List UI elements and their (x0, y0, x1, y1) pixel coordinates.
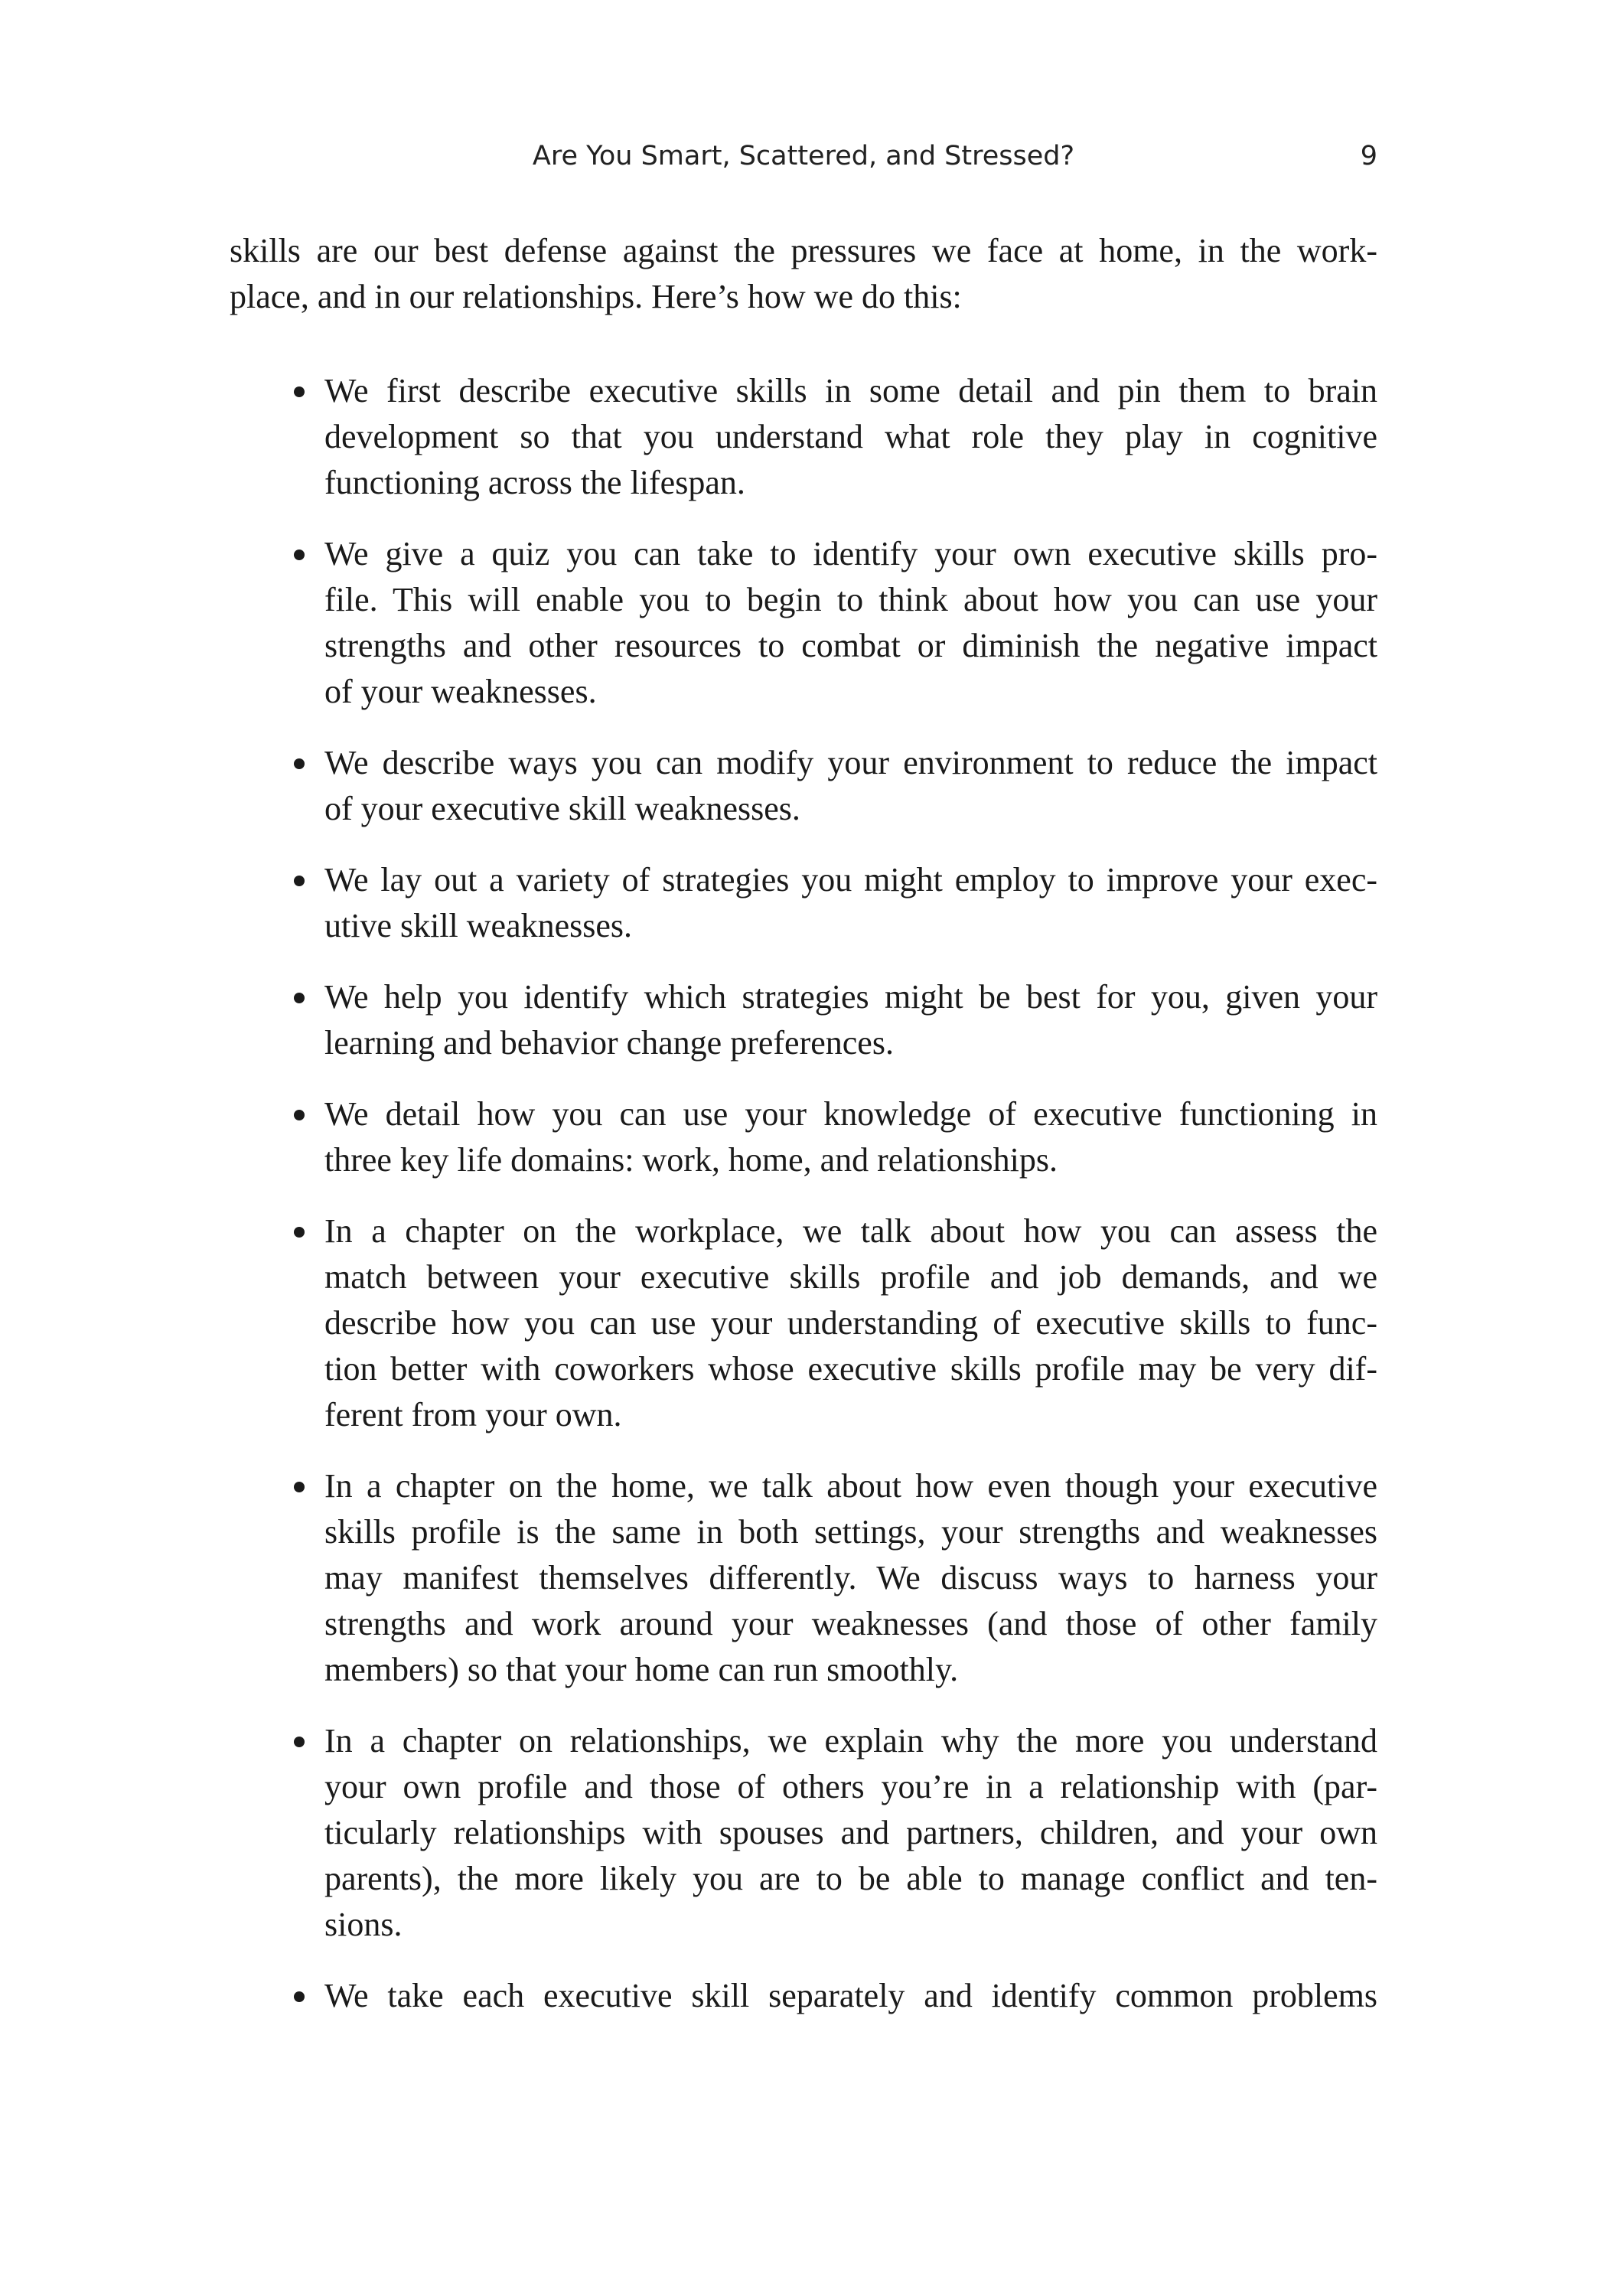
text-line: development so that you understand what role they play in cognitive (324, 418, 1377, 455)
bullet-item (230, 1718, 1377, 1948)
text-line: place, and in our relationships. Here’s how we do this: (230, 278, 962, 315)
text-line: In a chapter on relationships, we explain why the more you understand (324, 1722, 1377, 1760)
bullet-dot-icon (294, 386, 305, 397)
bullet-dot-icon (294, 550, 305, 560)
text-line: utive skill weaknesses. (324, 907, 633, 944)
bullet-dot-icon (294, 993, 305, 1003)
text-line: tion better with coworkers whose executive skills profile may be very dif- (324, 1350, 1377, 1388)
text-line: We detail how you can use your knowledge of executive functioning in (324, 1095, 1377, 1133)
text-line: In a chapter on the workplace, we talk about how you can assess the (324, 1212, 1377, 1250)
text-line: We lay out a variety of strategies you might employ to improve your exec- (324, 861, 1377, 899)
text-line: ferent from your own. (324, 1396, 622, 1433)
text-line: strengths and other resources to combat or diminish the negative impact (324, 627, 1377, 664)
bullet-item (230, 1463, 1377, 1693)
text-line: file. This will enable you to begin to think about how you can use your (324, 581, 1377, 618)
bullet-item (230, 974, 1377, 1066)
page-number: 9 (1360, 141, 1377, 171)
bullet-list (230, 368, 1377, 2044)
bullet-dot-icon (294, 1482, 305, 1492)
text-line: functioning across the lifespan. (324, 464, 745, 501)
text-line: In a chapter on the home, we talk about how even though your executive (324, 1467, 1377, 1505)
bullet-item (230, 740, 1377, 832)
text-line: We describe ways you can modify your environment to reduce the impact (324, 744, 1377, 781)
text-line: We help you identify which strategies might be best for you, given your (324, 978, 1377, 1016)
text-line: sions. (324, 1906, 403, 1943)
text-line: We first describe executive skills in some detail and pin them to brain (324, 372, 1377, 409)
text-line: skills profile is the same in both settings, your strengths and weaknesses (324, 1513, 1377, 1551)
bullet-dot-icon (294, 758, 305, 769)
text-line: ticularly relationships with spouses and partners, children, and your own (324, 1814, 1377, 1851)
text-line: describe how you can use your understanding of executive skills to func- (324, 1304, 1377, 1342)
text-line: parents), the more likely you are to be able to manage conflict and ten- (324, 1860, 1377, 1897)
bullet-item (230, 857, 1377, 949)
running-head (230, 133, 1377, 179)
text-line: three key life domains: work, home, and relationships. (324, 1141, 1058, 1179)
text-line: strengths and work around your weaknesses (and those of other family (324, 1605, 1377, 1642)
text-line: of your executive skill weaknesses. (324, 790, 800, 827)
bullet-item (230, 1208, 1377, 1438)
text-line: learning and behavior change preferences. (324, 1024, 894, 1062)
bullet-dot-icon (294, 1991, 305, 2002)
intro-paragraph (230, 228, 1377, 320)
running-title: Are You Smart, Scattered, and Stressed? (532, 141, 1075, 171)
bullet-item (230, 1091, 1377, 1183)
bullet-dot-icon (294, 876, 305, 886)
text-line: We give a quiz you can take to identify your own executive skills pro- (324, 535, 1377, 572)
text-line: skills are our best defense against the pressures we face at home, in the work- (230, 232, 1377, 269)
text-line: We take each executive skill separately and identify common problems (324, 1977, 1377, 2014)
text-line: of your weaknesses. (324, 673, 597, 710)
text-line: members) so that your home can run smoothly. (324, 1651, 959, 1688)
bullet-dot-icon (294, 1110, 305, 1120)
bullet-dot-icon (294, 1227, 305, 1238)
bullet-item (230, 368, 1377, 506)
bullet-item (230, 1973, 1377, 2019)
text-line: may manifest themselves differently. We discuss ways to harness your (324, 1559, 1377, 1596)
text-line: match between your executive skills profile and job demands, and we (324, 1258, 1377, 1296)
bullet-item (230, 531, 1377, 715)
bullet-dot-icon (294, 1737, 305, 1747)
text-line: your own profile and those of others you’re in a relationship with (par- (324, 1768, 1377, 1805)
